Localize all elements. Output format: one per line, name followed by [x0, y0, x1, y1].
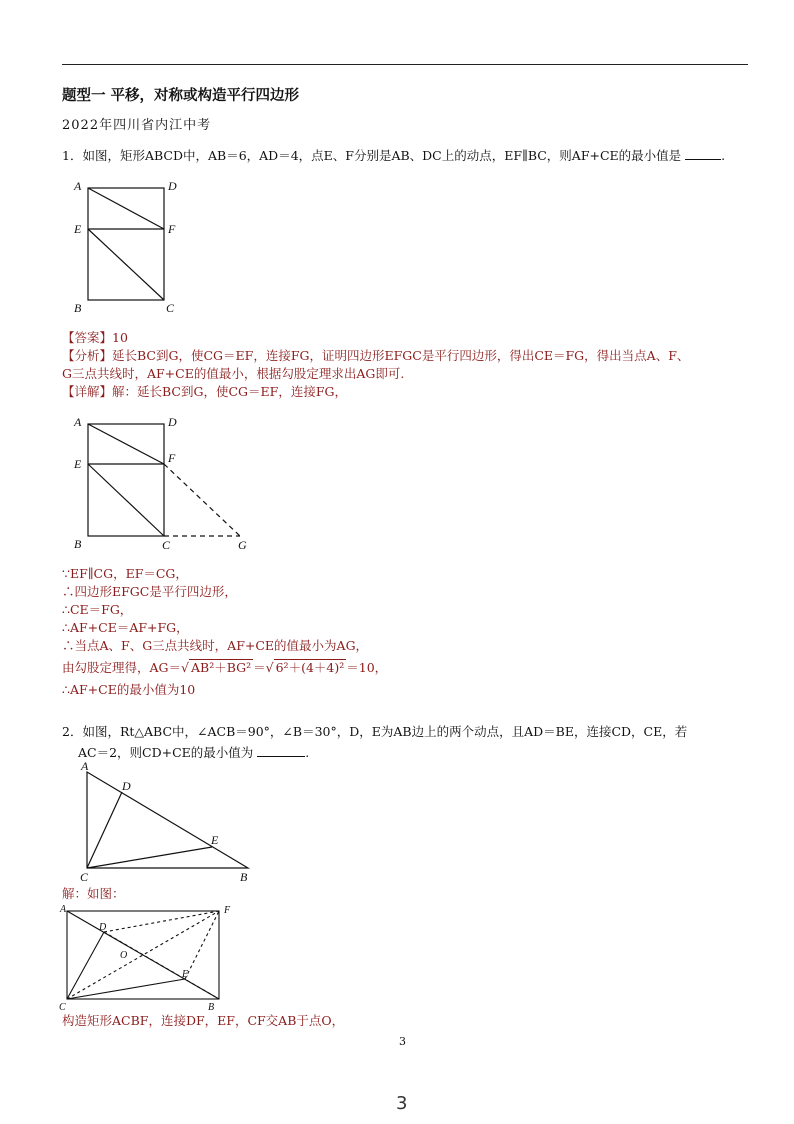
q1s-label-e: E — [74, 457, 82, 471]
q2-label-e: E — [211, 833, 219, 847]
q2-construct: 构造矩形ACBF，连接DF，EF，CF交AB于点O， — [62, 1013, 345, 1028]
q1-formula-sqrt2: 6²＋(4＋4)² — [275, 660, 345, 675]
q1-formula-sqrt1: AB²＋BG² — [190, 660, 252, 675]
q2-text-2-body: AC＝2，则CD+CE的最小值为 — [78, 745, 254, 760]
q1-formula-eq: ＝ — [253, 660, 266, 675]
q1s-label-g: G — [238, 538, 247, 552]
q1-conclusion: ∴AF+CE的最小值为10 — [62, 682, 196, 697]
q1-label-f: F — [168, 222, 176, 236]
q1s-label-c: C — [162, 538, 171, 552]
q1-analysis-1: 【分析】延长BC到G，使CG＝EF，连接FG，证明四边形EFGC是平行四边形，得出CE＝FG，得出当点A、F、 — [62, 348, 690, 363]
q1-formula: 由勾股定理得，AG＝√ AB²＋BG² ＝√ 6²＋(4＋4)² ＝10， — [62, 660, 388, 675]
q2-label-d: D — [122, 779, 131, 793]
q1-label-b: B — [74, 301, 82, 315]
q1-step-2: ∴四边形EFGC是平行四边形， — [62, 584, 237, 599]
page-number-inner: 3 — [399, 1035, 406, 1048]
q2s-ef — [185, 911, 219, 979]
q1-step-3: ∴CE＝FG， — [62, 602, 133, 617]
q1-step-4: ∴AF+CE＝AF+FG， — [62, 620, 189, 635]
q1-step-1: ∵EF∥CG，EF＝CG， — [62, 566, 188, 581]
q2-label-a: A — [81, 759, 89, 773]
q1-formula-result: ＝10， — [346, 660, 388, 675]
q2s-df — [104, 911, 219, 932]
q1s-label-d: D — [168, 415, 177, 429]
q1s-label-f: F — [168, 451, 176, 465]
q1-step-5: ∴当点A、F、G三点共线时，AF+CE的值最小为AG， — [62, 638, 369, 653]
q2-text-1: 2．如图，Rt△ABC中，∠ACB＝90°，∠B＝30°，D，E为AB边上的两个动点，且AD＝BE，连接CD，CE，若 — [62, 724, 688, 739]
q2s-cd — [67, 932, 104, 999]
section-title: 题型一 平移，对称或构造平行四边形 — [62, 88, 300, 104]
q1-text: 1．如图，矩形ABCD中，AB＝6，AD＝4，点E、F分别是AB、DC上的动点，EF∥BC，则AF+CE的最小值是 . — [62, 148, 726, 163]
q2s-label-o: O — [120, 950, 128, 961]
q1s-label-b: B — [74, 537, 82, 551]
source-line: 2022年四川省内江中考 — [62, 118, 212, 133]
q1-label-d: D — [168, 179, 177, 193]
q1-detail: 【详解】解：延长BC到G，使CG＝EF，连接FG， — [62, 384, 347, 399]
q2s-label-f: F — [224, 905, 231, 916]
q2s-label-b: B — [208, 1002, 215, 1013]
q2-label-b: B — [240, 870, 248, 884]
page-number-outer: 3 — [396, 1093, 408, 1114]
q1-text-body: 1．如图，矩形ABCD中，AB＝6，AD＝4，点E、F分别是AB、DC上的动点，EF∥BC，则AF+CE的最小值是 — [62, 148, 682, 163]
q2-label-c: C — [80, 870, 89, 884]
q1-label-a: A — [74, 179, 82, 193]
q1s-label-a: A — [74, 415, 82, 429]
q1-answer: 【答案】10 — [62, 330, 128, 345]
q2s-label-d: D — [99, 922, 107, 933]
q2s-label-a: A — [60, 904, 67, 915]
q2s-label-c: C — [59, 1002, 66, 1013]
q1-label-c: C — [166, 301, 175, 315]
q1-formula-prefix: 由勾股定理得，AG＝ — [62, 660, 182, 675]
q2-solution: 解：如图： — [62, 886, 125, 901]
q1-analysis-2: G三点共线时，AF+CE的值最小，根据勾股定理求出AG即可. — [62, 366, 405, 381]
q1-label-e: E — [74, 222, 82, 236]
q2s-label-e: E — [182, 969, 189, 980]
q2-text-2-end: . — [305, 745, 310, 760]
